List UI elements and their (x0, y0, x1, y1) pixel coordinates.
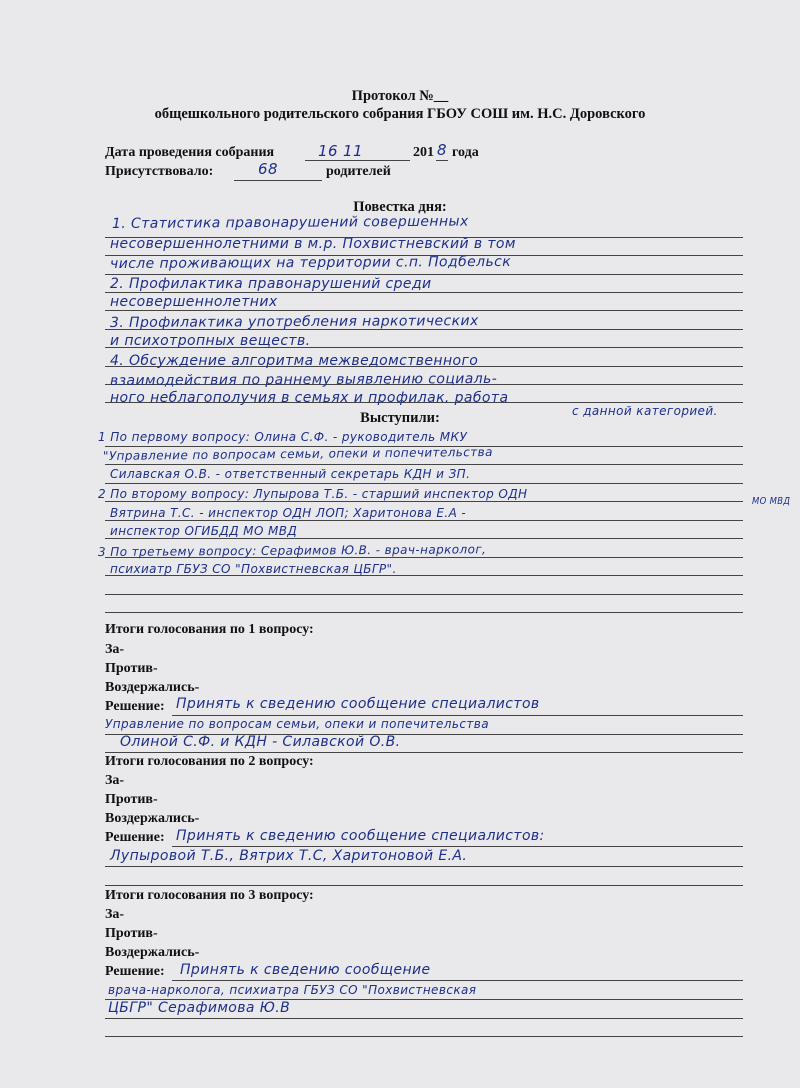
decision-label: Решение: (105, 830, 165, 845)
date-underline (305, 160, 410, 161)
protocol-subtitle: общешкольного родительского собрания ГБОУ СОШ им. Н.С. Доровского (154, 106, 646, 122)
decision-rule (105, 1036, 743, 1037)
decision-line: врача-нарколога, психиатра ГБУЗ СО "Похвистневская (108, 983, 477, 997)
date-value: 16 11 (318, 142, 363, 160)
speaker-line: Силавская О.В. - ответственный секретарь КДН и ЗП. (110, 467, 471, 481)
vote-heading: Итоги голосования по 1 вопросу: (105, 622, 314, 637)
speaker-line: 1 По первому вопросу: Олина С.Ф. - руководитель МКУ (98, 430, 468, 444)
decision-rule (172, 846, 743, 847)
protocol-title: Протокол №__ (351, 88, 449, 104)
speaker-margin-note: МО МВД (752, 496, 791, 507)
vote-against: Против- (105, 926, 158, 941)
vote-for: За- (105, 642, 125, 657)
agenda-line: взаимодействия по раннему выявлению социаль- (109, 370, 498, 389)
year-underline (436, 160, 448, 161)
agenda-rule (105, 274, 743, 275)
decision-line: ЦБГР" Серафимова Ю.В (108, 1000, 291, 1016)
speakers-rule (105, 612, 743, 613)
vote-for: За- (105, 907, 125, 922)
decision-rule (105, 752, 743, 753)
speaker-line: "Управление по вопросам семьи, опеки и попечительства (102, 444, 493, 463)
vote-against: Против- (105, 661, 158, 676)
decision-line: Принять к сведению сообщение (180, 962, 431, 978)
decision-rule (172, 715, 743, 716)
agenda-line: 1. Статистика правонарушений совершенных (111, 213, 469, 232)
year-digit: 8 (437, 141, 447, 159)
agenda-line: 3. Профилактика употребления наркотических (109, 313, 479, 331)
speaker-line: 3 По третьему вопросу: Серафимов Ю.В. - врач-нарколог, (97, 542, 487, 559)
date-label: Дата проведения собрания (105, 145, 275, 160)
speakers-rule (105, 483, 743, 484)
decision-rule (172, 980, 743, 981)
present-suffix: родителей (326, 164, 391, 179)
vote-abstained: Воздержались- (105, 680, 200, 695)
decision-label: Решение: (105, 699, 165, 714)
speakers-rule (105, 594, 743, 595)
vote-abstained: Воздержались- (105, 811, 200, 826)
vote-heading: Итоги голосования по 3 вопросу: (105, 888, 314, 903)
agenda-line: с данной категорией. (572, 404, 718, 418)
agenda-line: 2. Профилактика правонарушений среди (110, 276, 432, 292)
agenda-rule (105, 310, 743, 311)
agenda-rule (105, 292, 743, 293)
agenda-line: числе проживающих на территории с.п. Подбельск (109, 253, 512, 272)
year-suffix: года (452, 145, 479, 160)
decision-line: Принять к сведению сообщение специалистов (176, 696, 540, 712)
agenda-heading: Повестка дня: (353, 199, 447, 215)
year-prefix: 201 (413, 145, 434, 160)
present-label: Присутствовало: (105, 164, 214, 179)
decision-line: Олиной С.Ф. и КДН - Силавской О.В. (120, 734, 401, 750)
vote-for: За- (105, 773, 125, 788)
speakers-rule (105, 464, 743, 465)
speaker-line: психиатр ГБУЗ СО "Похвистневская ЦБГР". (110, 562, 397, 576)
decision-line: Лупыровой Т.Б., Вятрих Т.С, Харитоновой Е.А. (110, 848, 468, 864)
vote-heading: Итоги голосования по 2 вопросу: (105, 754, 314, 769)
agenda-line: несовершеннолетними в м.р. Похвистневский в том (110, 236, 516, 252)
decision-rule (105, 866, 743, 867)
speakers-rule (105, 520, 743, 521)
decision-line: Принять к сведению сообщение специалистов: (176, 828, 545, 844)
decision-rule (105, 1018, 743, 1019)
agenda-line: ного неблагополучия в семьях и профилак. работа (110, 390, 509, 406)
speakers-rule (105, 538, 743, 539)
speakers-heading: Выступили: (360, 410, 440, 426)
speaker-line: 2 По второму вопросу: Лупырова Т.Б. - старший инспектор ОДН (98, 487, 528, 501)
vote-against: Против- (105, 792, 158, 807)
present-underline (234, 180, 322, 181)
agenda-line: несовершеннолетних (110, 294, 278, 310)
speaker-line: Вятрина Т.С. - инспектор ОДН ЛОП; Харитонова Е.А - (110, 506, 467, 520)
speakers-rule (105, 501, 743, 502)
decision-rule (105, 885, 743, 886)
agenda-line: и психотропных веществ. (110, 333, 311, 349)
vote-abstained: Воздержались- (105, 945, 200, 960)
present-value: 68 (258, 160, 278, 178)
speaker-line: инспектор ОГИБДД МО МВД (110, 524, 298, 538)
decision-line: Управление по вопросам семьи, опеки и попечительства (105, 717, 489, 731)
decision-label: Решение: (105, 964, 165, 979)
agenda-line: 4. Обсуждение алгоритма межведомственного (110, 353, 479, 369)
